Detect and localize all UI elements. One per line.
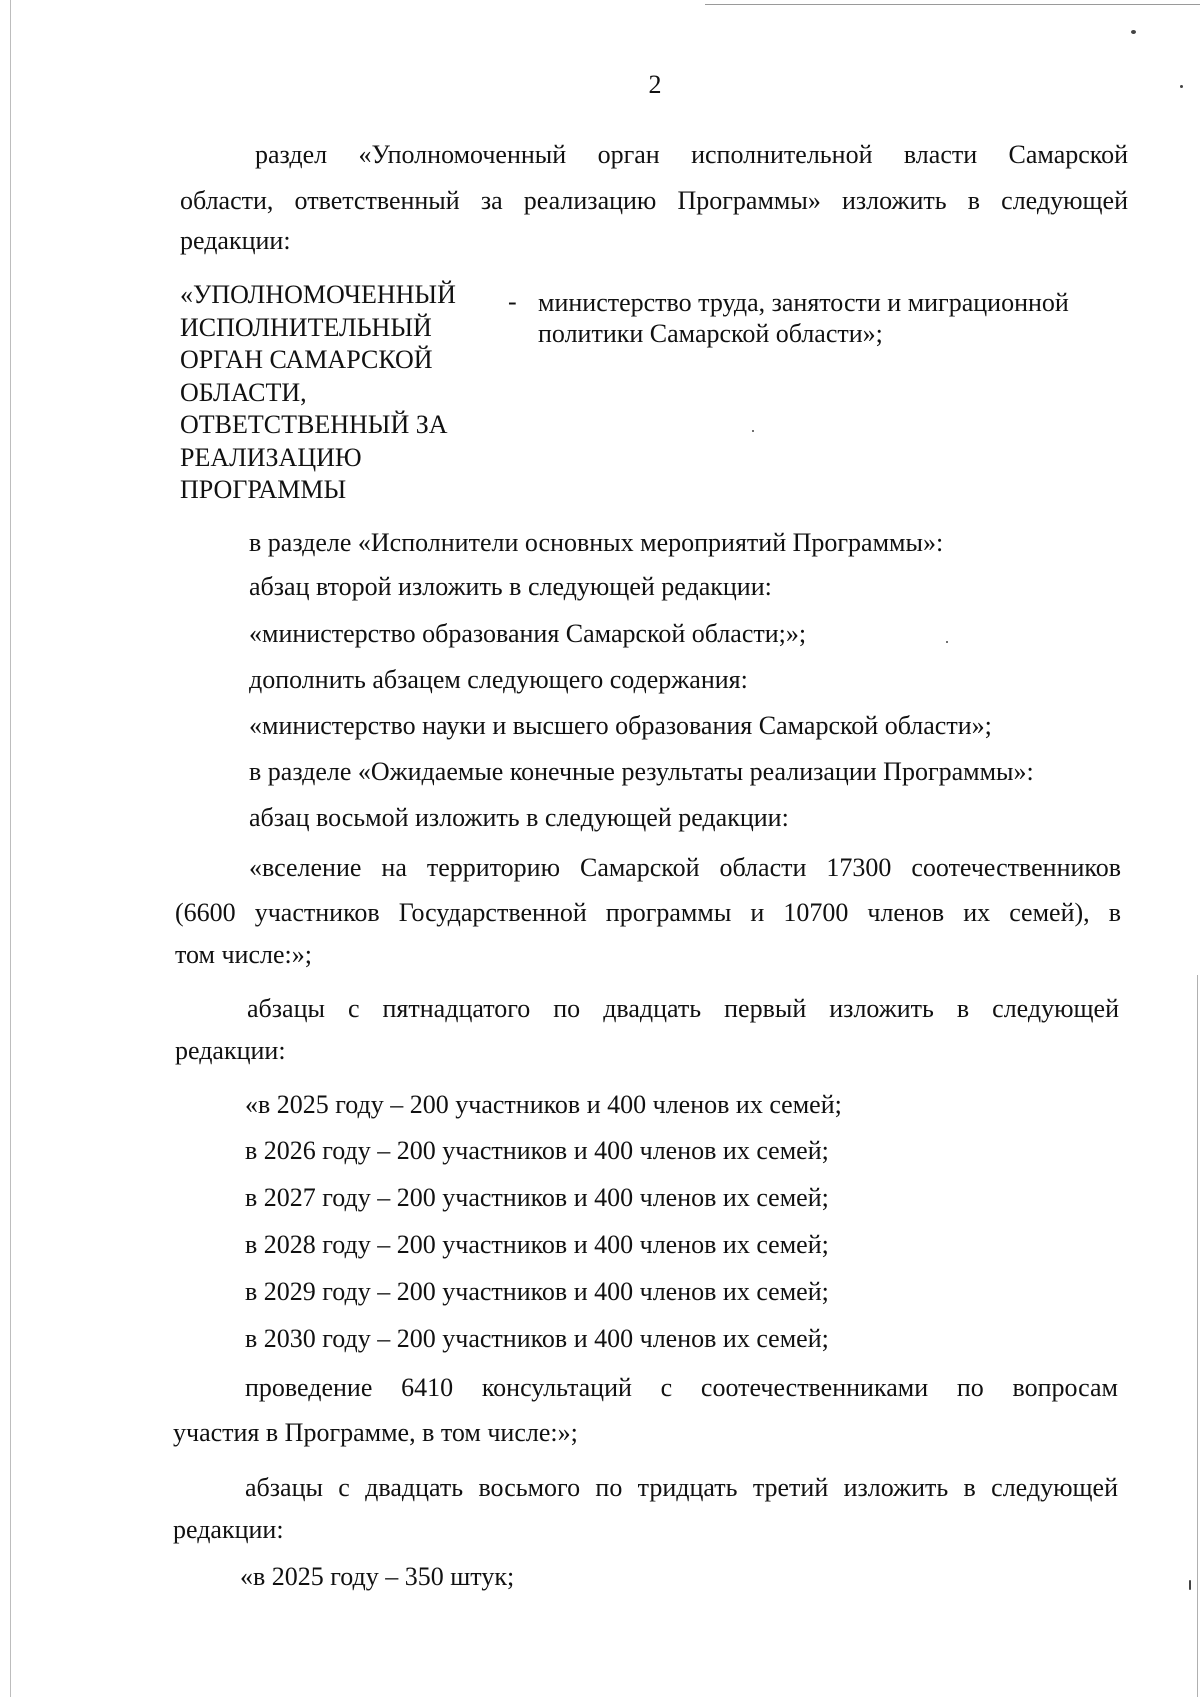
definition-term-line: ОБЛАСТИ,: [180, 377, 307, 407]
scan-speck: [946, 641, 948, 643]
paragraph-line: том числе:»;: [175, 940, 312, 969]
paragraph-line: «в 2025 году – 350 штук;: [240, 1562, 515, 1591]
year-line: в 2026 году – 200 участников и 400 членов их семей;: [245, 1136, 829, 1165]
year-line: в 2030 году – 200 участников и 400 членов их семей;: [245, 1324, 829, 1353]
paragraph-line: в разделе «Исполнители основных мероприятий Программы»:: [249, 528, 944, 557]
paragraph-line: (6600 участников Государственной программы и 10700 членов их семей), в: [175, 898, 1121, 927]
paragraph-line: «министерство образования Самарской области;»;: [249, 619, 807, 648]
paragraph-line: области, ответственный за реализацию Программы» изложить в следующей: [180, 186, 1128, 215]
year-line: в 2027 году – 200 участников и 400 членов их семей;: [245, 1183, 829, 1212]
paragraph-line: абзац восьмой изложить в следующей редакции:: [249, 803, 789, 832]
paragraph-line: «министерство науки и высшего образования Самарской области»;: [249, 711, 992, 740]
scan-edge-top: [705, 4, 1200, 5]
paragraph-line: абзацы с пятнадцатого по двадцать первый изложить в следующей: [247, 994, 1119, 1023]
year-line: в 2029 году – 200 участников и 400 членов их семей;: [245, 1277, 829, 1306]
scan-speck: [1189, 1580, 1191, 1590]
definition-dash: -: [508, 287, 517, 316]
paragraph-line: абзац второй изложить в следующей редакции:: [249, 572, 772, 601]
definition-value: [538, 287, 1069, 349]
scan-edge-left: [10, 0, 11, 1697]
definition-term-line: ПРОГРАММЫ: [180, 475, 347, 504]
scan-speck: [1131, 30, 1136, 34]
definition-value-line: министерство труда, занятости и миграционной: [538, 288, 1069, 317]
paragraph-line: участия в Программе, в том числе:»;: [173, 1418, 578, 1447]
definition-value-line: политики Самарской области»;: [538, 319, 883, 348]
definition-term-line: ОТВЕТСТВЕННЫЙ ЗА: [180, 410, 448, 439]
paragraph-line: абзацы с двадцать восьмого по тридцать третий изложить в следующей: [245, 1473, 1118, 1502]
paragraph-line: редакции:: [173, 1515, 284, 1544]
paragraph-line: «вселение на территорию Самарской области 17300 соотечественников: [249, 853, 1121, 882]
paragraph-line: проведение 6410 консультаций с соотечественниками по вопросам: [245, 1373, 1118, 1402]
page-number: 2: [648, 70, 662, 99]
paragraph-line: в разделе «Ожидаемые конечные результаты реализации Программы»:: [249, 757, 1034, 786]
definition-term-line: ИСПОЛНИТЕЛЬНЫЙ: [180, 312, 432, 342]
definition-term: [180, 279, 456, 507]
year-line: в 2028 году – 200 участников и 400 членов их семей;: [245, 1230, 829, 1259]
scan-edge-right: [1197, 975, 1198, 1697]
definition-term-line: «УПОЛНОМОЧЕННЫЙ: [180, 280, 456, 309]
paragraph-line: раздел «Уполномоченный орган исполнительной власти Самарской: [255, 140, 1128, 169]
definition-term-line: РЕАЛИЗАЦИЮ: [180, 442, 362, 472]
scan-speck: [752, 430, 754, 432]
year-line: «в 2025 году – 200 участников и 400 членов их семей;: [245, 1090, 842, 1119]
paragraph-line: редакции:: [180, 226, 291, 255]
definition-term-line: ОРГАН САМАРСКОЙ: [180, 345, 433, 374]
paragraph-line: дополнить абзацем следующего содержания:: [249, 665, 748, 694]
paragraph-line: редакции:: [175, 1036, 286, 1065]
